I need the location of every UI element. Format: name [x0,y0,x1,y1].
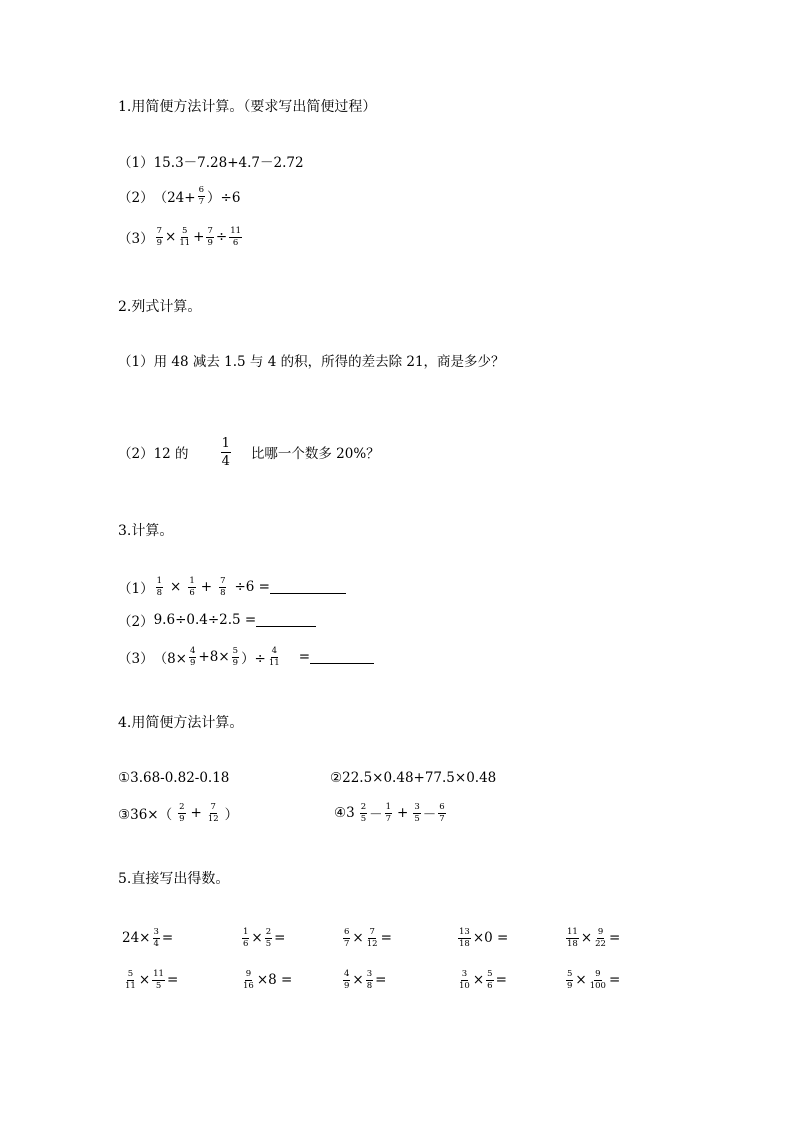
denominator: 9 [190,657,196,668]
denominator: 5 [360,813,367,824]
expression-close: ）÷6 [207,190,241,206]
fraction [229,227,242,247]
fraction [242,970,255,990]
mental-math-item [341,960,386,1000]
mental-math-item [456,918,508,958]
numerator: 5 [182,226,188,236]
denominator: 5 [414,813,420,824]
fraction [207,803,220,823]
numerator: 13 [459,927,470,937]
operator: × [472,972,485,988]
s2-question-2 [118,432,380,472]
denominator: 5 [265,938,272,949]
expression-part: ）÷ [241,651,266,667]
section-3-title-text: 3.计算。 [118,523,174,539]
s2-question-1 [118,340,505,380]
problem-label: （1） [118,155,154,171]
equals-sign: = [375,972,387,988]
fraction [156,577,163,597]
fraction [366,970,373,990]
numerator: 4 [344,969,350,979]
denominator: 18 [567,938,578,949]
operator: ×0 = [472,930,509,946]
expression-part: 24× [122,930,151,946]
denominator: 7 [198,196,205,207]
operator: × [352,972,364,988]
numerator: 5 [127,969,134,979]
numerator: 6 [439,802,445,812]
numerator: 9 [595,969,601,979]
fraction [206,227,213,247]
denominator: 4 [153,938,159,949]
s4-item-3 [118,793,238,833]
mental-math-item [240,960,292,1000]
numerator: 1 [189,576,195,586]
fraction [343,970,350,990]
numerator: 2 [179,802,185,812]
item-part: ③36×（ [118,807,173,823]
denominator: 10 [459,980,470,991]
fraction [156,227,163,247]
numerator: 1 [221,435,230,451]
operator: × [165,229,177,245]
s1-problem-3 [118,217,244,257]
fraction [385,803,392,823]
mental-math-item [122,960,178,1000]
denominator: 16 [243,980,254,991]
equals-sign: = [608,972,621,988]
denominator: 6 [243,938,249,949]
expression-open: （24+ [153,190,196,206]
expression-tail: ÷6 = [234,579,270,595]
numerator: 9 [245,969,252,979]
fraction [198,186,205,206]
denominator: 8 [366,980,373,991]
denominator: 5 [155,980,162,991]
fraction [152,970,165,990]
denominator: 9 [232,657,239,668]
equals-sign: = [380,930,392,946]
denominator: 12 [366,938,378,949]
numerator: 5 [487,969,493,979]
operator: － [422,807,437,823]
mental-math-item [122,918,173,958]
fraction [219,577,226,597]
operator: + [190,805,202,821]
fraction [458,970,471,990]
numerator: 3 [414,802,420,812]
numerator: 9 [597,927,604,937]
numerator: 1 [243,927,249,937]
answer-blank[interactable] [270,581,346,594]
numerator: 5 [232,646,239,656]
denominator: 100 [589,980,606,991]
operator: × [352,930,364,946]
fraction [594,928,607,948]
numerator: 1 [156,576,163,586]
numerator: 4 [190,646,196,656]
operator: × [575,972,587,988]
mental-math-item [240,918,285,958]
numerator: 6 [198,185,205,195]
mental-math-item [456,960,507,1000]
item-text: ②22.5×0.48+77.5×0.48 [330,770,497,786]
section-4-title [118,702,243,742]
fraction [221,437,231,468]
operator: × [251,930,263,946]
question-text: （1）用 48 减去 1.5 与 4 的积，所得的差去除 21，商是多少？ [118,354,505,370]
expression-part: +8× [198,649,230,665]
fraction [366,928,379,948]
fraction [189,647,196,667]
s4-item-4 [334,793,448,833]
numerator: 7 [369,927,375,937]
denominator: 6 [189,587,195,598]
numerator: 3 [153,927,159,937]
numerator: 3 [366,969,373,979]
denominator: 6 [232,237,239,248]
numerator: 2 [360,802,367,812]
numerator: 4 [271,646,277,656]
denominator: 7 [385,813,392,824]
denominator: 9 [156,237,163,248]
fraction [268,647,281,667]
fraction [232,647,239,667]
fraction [343,928,350,948]
problem-label: （1） [118,581,154,597]
fraction [265,928,272,948]
denominator: 12 [207,813,219,824]
expression-tail: = [298,649,311,665]
mental-math-item [564,918,620,958]
fraction [188,577,195,597]
fraction [566,928,579,948]
fraction [178,803,185,823]
denominator: 11 [179,237,191,248]
s4-item-1 [118,758,229,798]
expression: 9.6÷0.4÷2.5 = [153,612,257,628]
expression-part: （8× [153,651,187,667]
fraction [413,803,420,823]
denominator: 18 [459,938,470,949]
equals-sign: = [161,930,174,946]
item-text: ①3.68-0.82-0.18 [118,770,230,786]
denominator: 9 [567,980,573,991]
fraction [242,928,249,948]
expression: 15.3－7.28+4.7－2.72 [153,155,304,171]
operator: × [170,579,182,595]
fraction [438,803,445,823]
answer-blank[interactable] [256,614,316,627]
item-part: ） [224,807,239,823]
problem-label: （3） [118,651,154,667]
numerator: 1 [385,802,392,812]
fraction [486,970,493,990]
operator: + [193,229,205,245]
equals-sign: = [608,930,621,946]
s3-problem-2 [118,600,316,640]
denominator: 11 [268,657,280,668]
operator: × [580,930,593,946]
section-1-title-text: 1.用简便方法计算。（要求写出简便过程） [118,99,377,115]
problem-label: （3） [118,231,154,247]
s4-item-2 [330,758,496,798]
denominator: 6 [487,980,493,991]
fraction [589,970,607,990]
denominator: 22 [595,938,606,949]
s1-problem-1 [118,141,304,181]
denominator: 4 [221,453,230,469]
fraction [153,928,160,948]
section-2-title [118,286,201,326]
equals-sign: = [166,972,179,988]
equals-sign: = [274,930,286,946]
mental-math-item [564,960,620,1000]
denominator: 8 [156,587,163,598]
section-1-title [118,86,376,126]
operator: × [138,972,151,988]
fraction [360,803,367,823]
numerator: 5 [567,969,573,979]
numerator: 11 [230,226,242,236]
numerator: 2 [265,927,272,937]
fraction [566,970,573,990]
numerator: 6 [344,927,350,937]
section-5-title [118,858,229,898]
denominator: 9 [344,980,350,991]
numerator: 7 [210,802,216,812]
denominator: 7 [439,813,445,824]
operator: ×8 = [256,972,293,988]
operator: ÷ [215,229,228,245]
denominator: 8 [220,587,226,598]
problem-label: （2） [118,190,154,206]
s1-problem-2 [118,176,240,216]
numerator: 7 [156,226,163,236]
item-part: ④3 [334,805,355,821]
mental-math-item [341,918,392,958]
equals-sign: = [495,972,507,988]
fraction [178,227,191,247]
question-post: 比哪一个数多 20%？ [250,446,380,462]
section-2-title-text: 2.列式计算。 [118,299,202,315]
numerator: 7 [207,226,213,236]
operator: + [397,805,409,821]
denominator: 7 [344,938,350,949]
section-3-title [118,510,173,550]
section-4-title-text: 4.用简便方法计算。 [118,715,244,731]
numerator: 7 [220,576,226,586]
s3-problem-3 [118,637,374,677]
denominator: 9 [207,237,213,248]
numerator: 11 [153,969,164,979]
question-pre: （2）12 的 [118,446,189,462]
fraction [458,928,471,948]
section-5-title-text: 5.直接写出得数。 [118,871,230,887]
problem-label: （2） [118,614,154,630]
numerator: 3 [461,969,468,979]
denominator: 11 [125,980,136,991]
operator: + [200,579,213,595]
numerator: 11 [567,927,578,937]
fraction [124,970,137,990]
denominator: 9 [179,813,185,824]
answer-blank[interactable] [310,651,374,664]
operator: － [369,807,383,823]
